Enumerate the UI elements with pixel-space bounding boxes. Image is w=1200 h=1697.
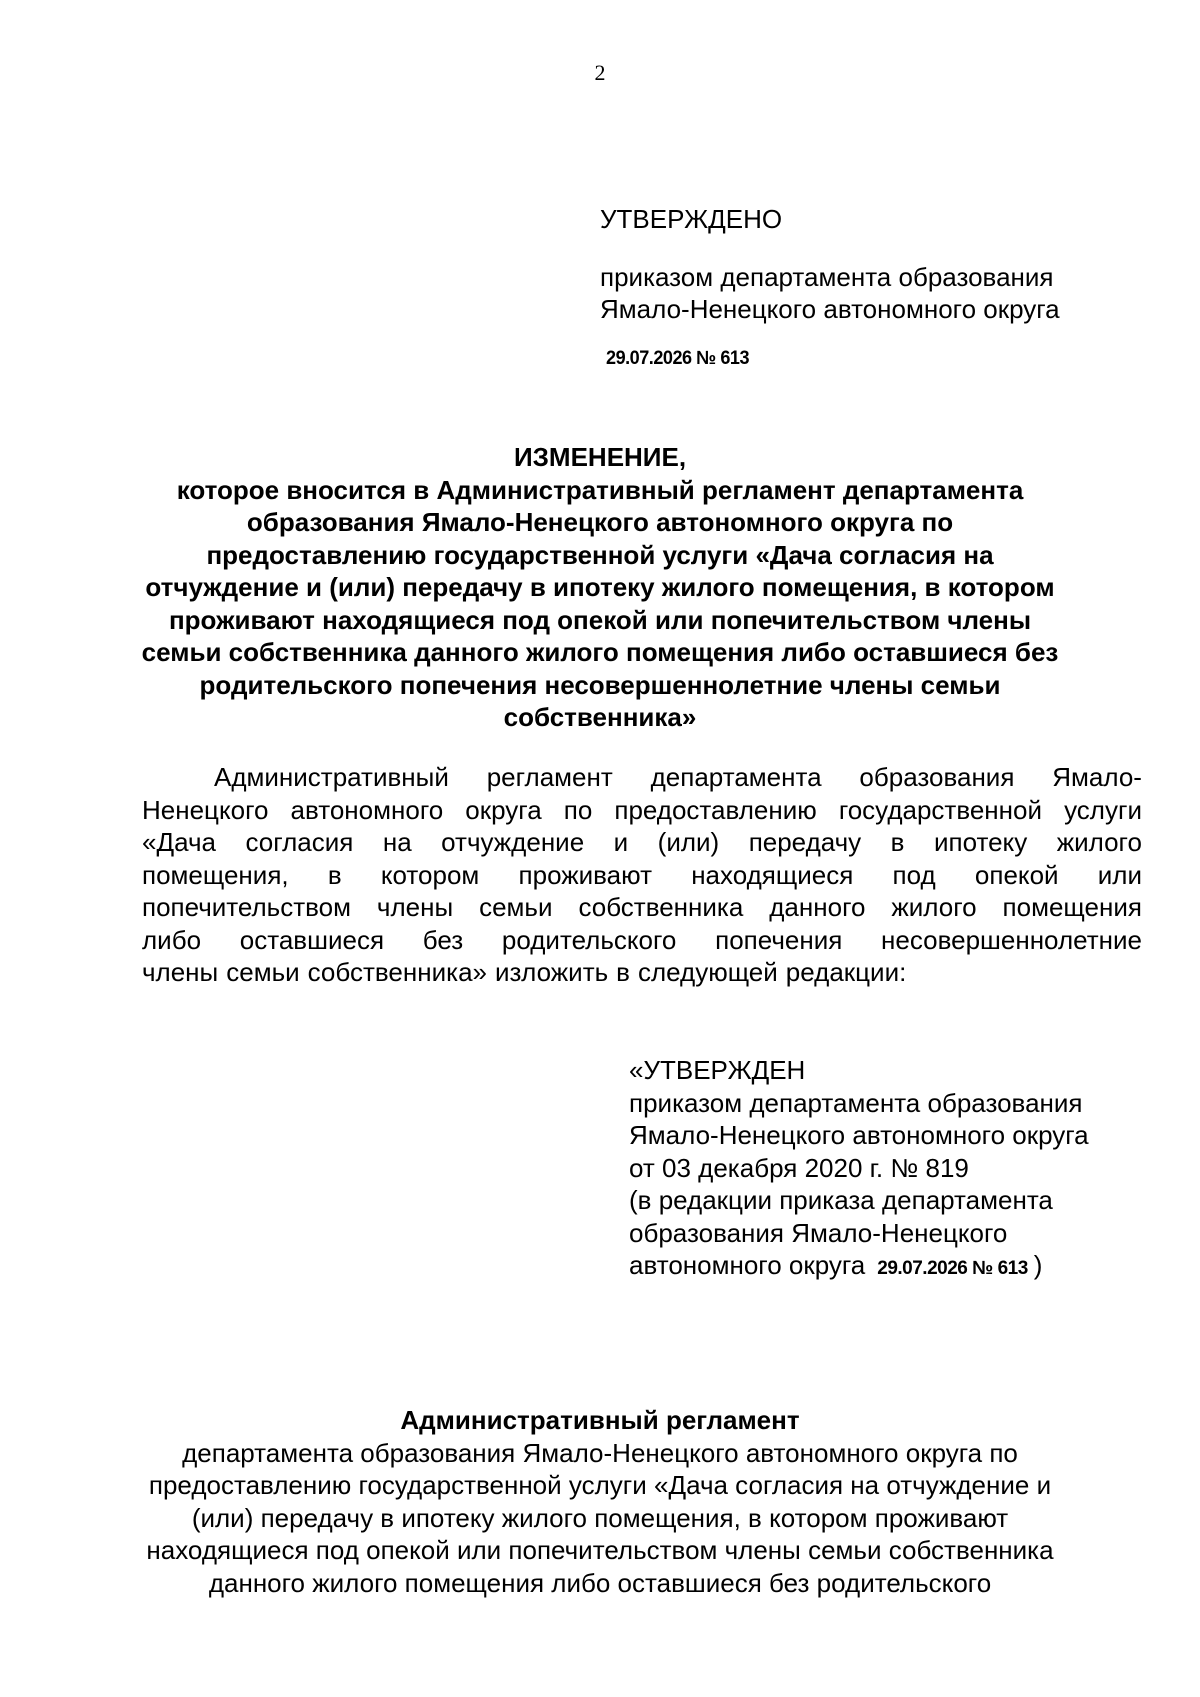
body-word: «Дача (142, 827, 216, 857)
change-title-line: ИЗМЕНЕНИЕ, (513, 442, 687, 472)
body-word: в (616, 957, 630, 987)
regulation-title-line: находящиеся под опекой или попечительством члены семьи собственника (146, 1535, 1054, 1565)
change-title-line: семьи собственника данного жилого помещения либо оставшиеся без (141, 637, 1059, 667)
body-word: жилого (891, 892, 977, 922)
body-word: изложить (495, 957, 609, 987)
body-word: без (422, 924, 464, 955)
change-title-line: которое вносится в Административный регламент департамента (176, 474, 1024, 505)
body-word: помещения (1002, 892, 1142, 922)
body-word: государственной (838, 794, 1043, 825)
body-word: редакции: (785, 957, 907, 987)
change-title-line: собственника» (503, 702, 697, 732)
body-word: собственника» (307, 957, 487, 987)
body-word: котором (380, 859, 480, 890)
body-word: в (327, 859, 342, 890)
body-word: департамента (650, 762, 822, 792)
stamp-line: приказом департамента образования (600, 262, 1054, 292)
body-word: родительского (501, 924, 677, 955)
body-word: помещения, (142, 859, 289, 890)
approved-last-line-suffix: ) (1033, 1250, 1043, 1280)
body-paragraph-line (142, 794, 1142, 827)
body-word: (или) (657, 827, 720, 857)
change-title-line: проживают находящиеся под опекой или попечительством члены (168, 604, 1032, 635)
stamp-line: Ямало-Ненецкого автономного округа (600, 294, 1060, 324)
body-word: услуги (1064, 794, 1142, 825)
approved-line: Ямало-Ненецкого автономного округа (629, 1120, 1089, 1150)
change-title-line: отчуждение и (или) передачу в ипотеку жилого помещения, в котором (145, 572, 1055, 602)
approval-stamp (600, 203, 1060, 375)
approved-line: образования Ямало-Ненецкого (629, 1217, 1008, 1248)
change-title-line: предоставлению государственной услуги «Дача согласия на (206, 539, 994, 570)
approved-line: (в редакции приказа департамента (629, 1185, 1053, 1215)
body-word: собственника (578, 892, 744, 922)
body-word: по (563, 794, 593, 825)
body-word: в (890, 827, 905, 857)
body-word: образования (859, 762, 1015, 792)
body-paragraph-line (142, 924, 1142, 957)
approved-line: «УТВЕРЖДЕН (629, 1055, 806, 1085)
body-word: согласия (245, 827, 354, 857)
body-word: семьи (479, 892, 553, 922)
change-title-line: образования Ямало-Ненецкого автономного округа по (246, 507, 954, 537)
body-paragraph-line (142, 859, 1142, 892)
body-word: проживают (518, 859, 652, 890)
body-word: округа (465, 794, 542, 825)
approved-last-line (629, 1249, 1089, 1286)
body-word: несовершеннолетние (881, 924, 1142, 955)
body-word: опекой (974, 859, 1059, 890)
body-word: жилого (1056, 827, 1142, 857)
body-word: либо (142, 924, 202, 955)
body-word: и (613, 827, 629, 857)
body-word: находящиеся (691, 859, 854, 890)
regulation-title (100, 1404, 1100, 1599)
body-word: следующей (637, 957, 778, 987)
body-paragraph-line (142, 761, 1142, 794)
page-number: 2 (594, 60, 606, 85)
body-word: попечения (715, 924, 843, 955)
body-word: оставшиеся (239, 924, 385, 955)
body-word: данного (769, 892, 866, 922)
body-word: под (892, 859, 936, 890)
regulation-title-line: предоставлению государственной услуги «Дача согласия на отчуждение и (148, 1470, 1052, 1500)
approved-line: от 03 декабря 2020 г. № 819 (629, 1152, 969, 1183)
stamp-heading: УТВЕРЖДЕНО (600, 204, 783, 234)
body-word: или (1097, 859, 1142, 890)
regulation-title-line: данного жилого помещения либо оставшиеся без родительского (208, 1567, 992, 1598)
body-word: ипотеку (933, 827, 1028, 857)
regulation-title-line: департамента образования Ямало-Ненецкого автономного округа по (182, 1437, 1018, 1468)
body-word: регламент (486, 762, 613, 792)
body-word: Ямало- (1052, 762, 1142, 792)
body-word: Ненецкого (142, 794, 269, 825)
approved-last-line-prefix: автономного округа (629, 1250, 866, 1280)
approved-line: приказом департамента образования (629, 1087, 1083, 1118)
body-word: автономного (290, 794, 444, 825)
body-word: Административный (214, 762, 449, 792)
regulation-heading: Административный регламент (400, 1405, 800, 1435)
body-word: попечительством (142, 892, 351, 922)
body-word: члены (376, 892, 454, 922)
body-word: предоставлению (614, 794, 817, 825)
body-paragraph-line (142, 956, 1142, 989)
change-title-line: родительского попечения несовершеннолетние члены семьи (199, 669, 1001, 700)
change-title (130, 441, 1070, 734)
body-word: члены (142, 957, 219, 987)
body-paragraph-line (142, 826, 1142, 859)
stamp-date-number: 29.07.2026 № 613 (606, 348, 750, 369)
regulation-title-line: (или) передачу в ипотеку жилого помещения, в котором проживают (191, 1502, 1009, 1533)
approved-date-number: 29.07.2026 № 613 (877, 1258, 1028, 1279)
body-paragraph (142, 761, 1142, 989)
body-word: отчуждение (441, 827, 585, 857)
approved-block (629, 1054, 1089, 1286)
body-word: на (382, 827, 412, 857)
body-word: передачу (748, 827, 862, 857)
body-word: семьи (226, 957, 300, 987)
body-paragraph-line (142, 891, 1142, 924)
